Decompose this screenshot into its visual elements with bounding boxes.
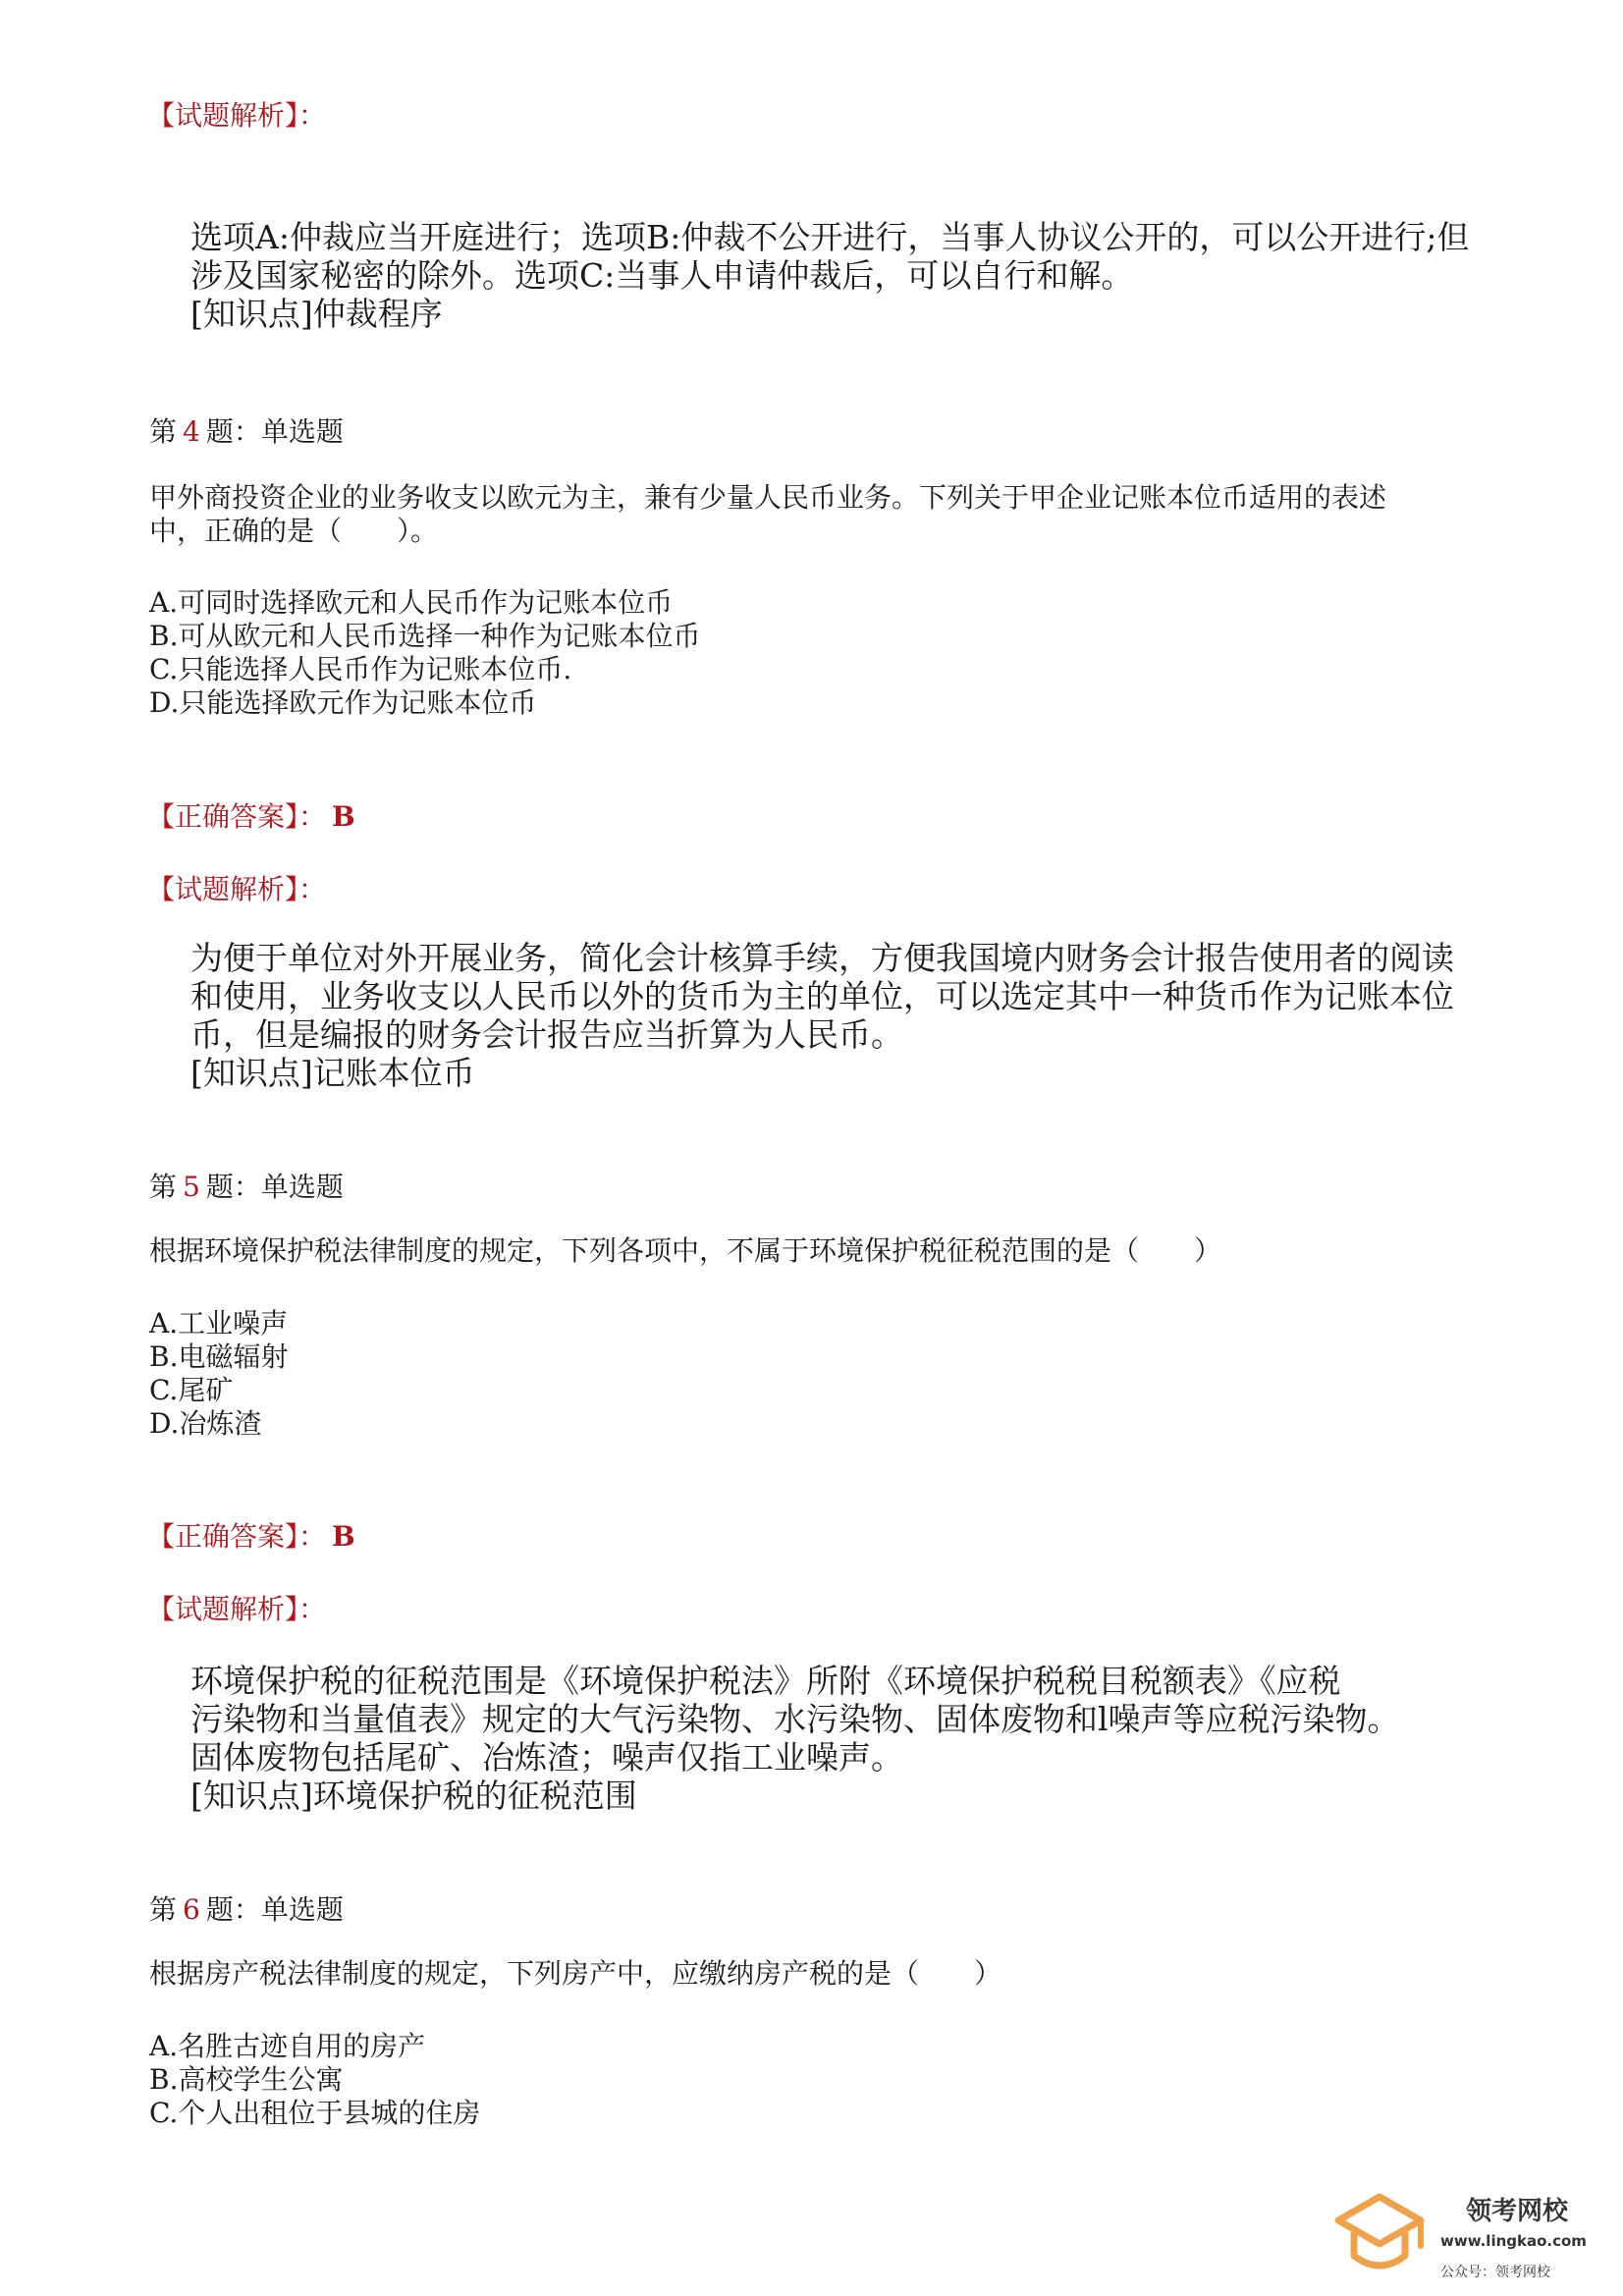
lingkao-logo	[1330, 2185, 1596, 2288]
graduation-cap-icon	[1330, 2185, 1429, 2283]
q4-number: 4	[183, 415, 200, 448]
q5-option-a: A.工业噪声	[149, 1307, 289, 1339]
q5-heading: 第 5 题：单选题	[149, 1171, 344, 1203]
q4-option-d: D.只能选择欧元作为记账本位币	[149, 686, 537, 719]
q5-analysis-tag: 【试题解析】：	[147, 1593, 327, 1625]
q6-option-a: A.名胜古迹自用的房产	[149, 2030, 426, 2062]
q6-option-c: C.个人出租位于县城的住房	[149, 2097, 481, 2129]
q4-knowledge-point: [知识点]记账本位币	[190, 1054, 475, 1092]
q6-number: 6	[183, 1893, 200, 1926]
q6-heading: 第 6 题：单选题	[149, 1893, 344, 1926]
q5-option-d: D.冶炼渣	[149, 1407, 262, 1440]
q5-number: 5	[183, 1171, 200, 1203]
q5-options	[149, 1307, 288, 1441]
q6-stem: 根据房产税法律制度的规定，下列房产中，应缴纳房产税的是（ ）	[149, 1957, 1002, 1990]
q3-knowledge-point: [知识点]仲裁程序	[190, 295, 443, 333]
q5-analysis	[190, 1662, 1496, 1815]
q5-option-c: C.尾矿	[149, 1374, 234, 1406]
q4-answer-value: B	[332, 800, 355, 833]
q5-analysis-line: 固体废物包括尾矿、冶炼渣；噪声仅指工业噪声。	[190, 1738, 903, 1777]
q4-option-c: C.只能选择人民币作为记账本位币.	[149, 653, 572, 685]
q4-option-b: B.可从欧元和人民币选择一种作为记账本位币	[149, 620, 701, 652]
q4-stem: 甲外商投资企业的业务收支以欧元为主，兼有少量人民币业务。下列关于甲企业记账本位币适用的表述 中，正确的是（ ）。	[149, 481, 1387, 547]
q5-analysis-line: 污染物和当量值表》规定的大气污染物、水污染物、固体废物和l噪声等应税污染物。	[190, 1700, 1400, 1738]
logo-brand-name: 领考网校	[1466, 2197, 1569, 2226]
logo-wechat-account: 公众号：领考网校	[1440, 2265, 1550, 2280]
q6-options	[149, 2030, 480, 2130]
q4-options	[149, 586, 700, 720]
q4-heading: 第 4 题：单选题	[149, 415, 344, 448]
q4-analysis	[190, 939, 1496, 1092]
q5-knowledge-point: [知识点]环境保护税的征税范围	[190, 1777, 637, 1815]
q5-answer-value: B	[332, 1520, 355, 1553]
q4-analysis-line: 为便于单位对外开展业务，简化会计核算手续，方便我国境内财务会计报告使用者的阅读	[190, 939, 1454, 977]
logo-url: www.lingkao.com	[1440, 2232, 1587, 2250]
q3-analysis-line: 选项A:仲裁应当开庭进行；选项B:仲裁不公开进行，当事人协议公开的，可以公开进行;但	[190, 218, 1470, 256]
q5-stem: 根据环境保护税法律制度的规定，下列各项中，不属于环境保护税征税范围的是（ ）	[149, 1234, 1222, 1267]
q5-answer: 【正确答案】： B	[147, 1520, 355, 1553]
q5-analysis-line: 环境保护税的征税范围是《环境保护税法》所附《环境保护税税目税额表》《应税	[190, 1662, 1341, 1700]
q5-option-b: B.电磁辐射	[149, 1340, 289, 1373]
q3-analysis	[190, 218, 1496, 333]
q3-analysis-tag: 【试题解析】：	[147, 99, 327, 132]
q4-analysis-line: 币，但是编报的财务会计报告应当折算为人民币。	[190, 1015, 903, 1054]
q4-analysis-tag: 【试题解析】：	[147, 873, 327, 905]
q4-analysis-line: 和使用，业务收支以人民币以外的货币为主的单位，可以选定其中一种货币作为记账本位	[190, 977, 1454, 1015]
q4-option-a: A.可同时选择欧元和人民币作为记账本位币	[149, 586, 674, 619]
q6-option-b: B.高校学生公寓	[149, 2063, 344, 2096]
q3-analysis-line: 涉及国家秘密的除外。选项C:当事人申请仲裁后，可以自行和解。	[190, 256, 1134, 295]
q4-answer: 【正确答案】： B	[147, 800, 355, 833]
